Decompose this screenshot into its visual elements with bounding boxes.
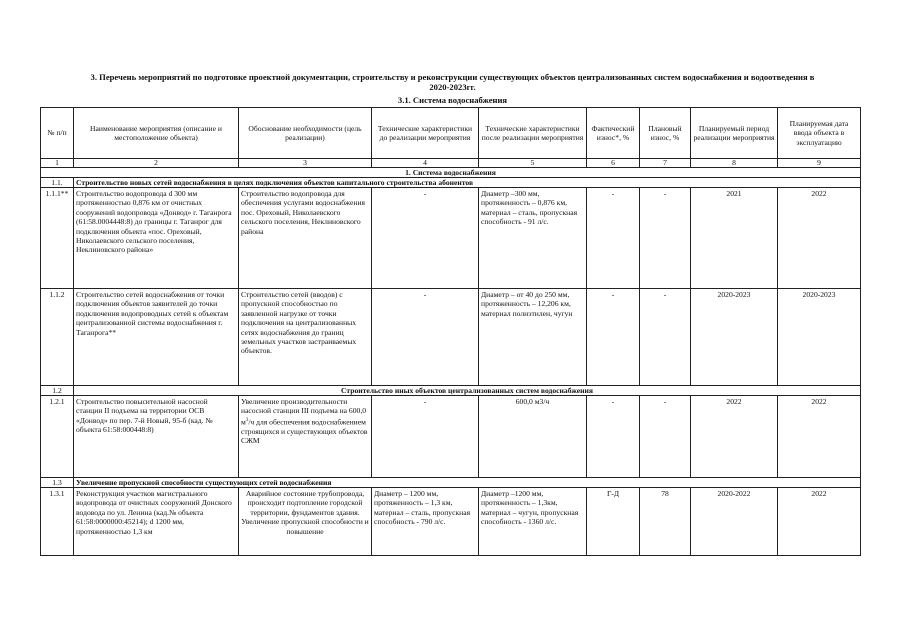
spec-before: - [372, 188, 479, 289]
measure-reason [239, 396, 372, 478]
row-number: 1.1.2 [41, 289, 74, 386]
column-number: 6 [587, 159, 640, 168]
reason-part: /ч для обеспечения водоснабжением строящихся и существующих объектов СЖМ [241, 417, 368, 446]
measure-reason: Строительство сетей (вводов) с пропускной способностью по заявленной нагрузке от точки подключения на централизованных сетях водоснабжения до границ земельных участков застраиваемых объектов. [239, 289, 372, 386]
measure-name: Строительство сетей водоснабжения от точки подключения объектов заявителей до точки подключения водопроводных сетей к объектам централизованной системы водоснабжения г. Таганрога** [74, 289, 239, 386]
planned-wear: 78 [640, 488, 691, 556]
measures-table [40, 107, 861, 556]
section-subtitle: 3.1. Система водоснабжения [397, 95, 508, 105]
planned-wear: - [640, 396, 691, 478]
measure-reason: Строительство водопровода для обеспечения услугами водоснабжения пос. Ореховый, Николаевского сельского поселения, Неклиновского района [239, 188, 372, 289]
table-row [41, 488, 861, 556]
section-row-1-3 [41, 478, 861, 488]
spec-after: 600,0 м3/ч [479, 396, 587, 478]
header-cell: № п/п [41, 108, 74, 159]
section-title: Строительство новых сетей водоснабжения в целях подключения объектов капитального строительства абонентов [74, 178, 861, 188]
section-title: Строительство иных объектов централизованных систем водоснабжения [74, 386, 861, 396]
table-row [41, 396, 861, 478]
planned-period: 2021 [691, 188, 778, 289]
header-row [41, 108, 861, 159]
commission-date: 2022 [778, 396, 861, 478]
superscript: 3 [245, 417, 249, 423]
section-row-1-1 [41, 178, 861, 188]
header-cell: Технические характеристики до реализации мероприятия [372, 108, 479, 159]
header-cell: Технические характеристики после реализации мероприятия [479, 108, 587, 159]
actual-wear: - [587, 188, 640, 289]
planned-period: 2022 [691, 396, 778, 478]
planned-period: 2020-2023 [691, 289, 778, 386]
measure-reason: Аварийное состояние трубопровода, происходит подтопление городской территории, фундаментов здания. Увеличение пропускной способности и повышение [239, 488, 372, 556]
measure-name: Строительство повысительной насосной станции II подъема на территории ОСВ «Донвод» по пер. 7-й Новый, 95-б (кад. № объекта 61:58:000448:8) [74, 396, 239, 478]
header-cell: Планируемый период реализации мероприятия [691, 108, 778, 159]
row-number: 1.3.1 [41, 488, 74, 556]
column-number-row [41, 159, 861, 168]
column-number: 2 [74, 159, 239, 168]
planned-wear: - [640, 289, 691, 386]
title-line-1: 3. Перечень мероприятий по подготовке проектной документации, строительству и реконструкции существующих объектов централизованных систем водоснабжения и водоотведения в [90, 72, 815, 82]
spec-after: Диаметр –1200 мм, протяженность – 1,3км, материал – чугун, пропускная способность - 1360 л/с. [479, 488, 587, 556]
column-number: 4 [372, 159, 479, 168]
actual-wear: Г-Д [587, 488, 640, 556]
column-number: 8 [691, 159, 778, 168]
spec-before: Диаметр – 1200 мм, протяженность – 1,3 км, материал – сталь, пропускная способность - 790 л/с. [372, 488, 479, 556]
header-cell: Обоснование необходимости (цель реализации) [239, 108, 372, 159]
commission-date: 2022 [778, 488, 861, 556]
section-title: Увеличение пропускной способности существующих сетей водоснабжения [74, 478, 861, 488]
measure-name: Реконструкция участков магистрального водопровода от очистных сооружений Донского водовода по ул. Ленина (кад.№ объекта 61:58:0000000:45214); d 1200 мм, протяженностью 1,3 км [74, 488, 239, 556]
column-number: 3 [239, 159, 372, 168]
measure-name: Строительство водопровода d 300 мм протяженностью 0,876 км от очистных сооружений водопровода «Донвод» г. Таганрога (61:58.0004448:8) до границы г. Таганрог для подключения объекта «пос. Ореховый, Николаевского сельского поселения, Неклиновского района» [74, 188, 239, 289]
section-number: 1.2 [41, 386, 74, 396]
spec-after: Диаметр – от 40 до 250 мм, протяженность – 12,206 км, материал полиэтилен, чугун [479, 289, 587, 386]
column-number: 9 [778, 159, 861, 168]
column-number: 5 [479, 159, 587, 168]
table-row [41, 289, 861, 386]
column-number: 1 [41, 159, 74, 168]
column-number: 7 [640, 159, 691, 168]
spec-after: Диаметр –300 мм, протяженность – 0,876 км, материал – сталь, пропускная способность - 91 л/с. [479, 188, 587, 289]
main-section-title: 1. Система водоснабжения [41, 168, 861, 178]
commission-date: 2020-2023 [778, 289, 861, 386]
header-cell: Плановый износ, % [640, 108, 691, 159]
table-row [41, 188, 861, 289]
row-number: 1.2.1 [41, 396, 74, 478]
row-number: 1.1.1** [41, 188, 74, 289]
spec-before: - [372, 396, 479, 478]
title-line-2: 2020-2023гг. [429, 82, 476, 92]
actual-wear: - [587, 396, 640, 478]
section-number: 1.1. [41, 178, 74, 188]
section-number: 1.3 [41, 478, 74, 488]
section-row-1-2 [41, 386, 861, 396]
main-section-row [41, 168, 861, 178]
document-title [40, 72, 865, 92]
actual-wear: - [587, 289, 640, 386]
header-cell: Планируемая дата ввода объекта в эксплуатацию [778, 108, 861, 159]
header-cell: Фактический износ*, % [587, 108, 640, 159]
planned-period: 2020-2022 [691, 488, 778, 556]
commission-date: 2022 [778, 188, 861, 289]
spec-before: - [372, 289, 479, 386]
header-cell: Наименование мероприятия (описание и местоположение объекта) [74, 108, 239, 159]
planned-wear: - [640, 188, 691, 289]
reason-part: Увеличение производительности насосной станции III подъема на 600,0 м [241, 397, 367, 427]
